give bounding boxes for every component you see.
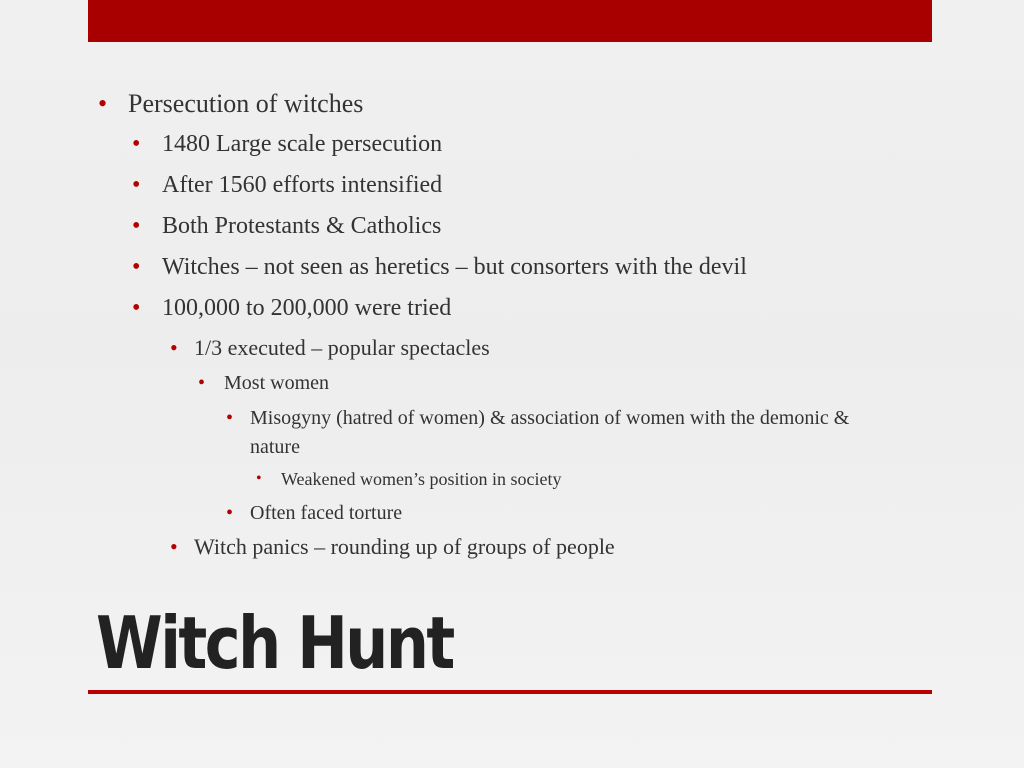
bullet-dot-icon: • (256, 470, 262, 487)
bullet-item (98, 211, 918, 241)
bullet-item (98, 370, 918, 396)
bullet-dot-icon: • (98, 89, 108, 118)
bullet-list (98, 88, 918, 561)
bullet-item (98, 404, 890, 462)
title-underline (88, 690, 932, 694)
bullet-text: Witches – not seen as heretics – but consorters with the devil (162, 254, 747, 280)
bullet-dot-icon: • (198, 372, 206, 394)
bullet-item (98, 499, 890, 528)
bullet-text: After 1560 efforts intensified (162, 172, 443, 198)
bullet-text: Both Protestants & Catholics (162, 213, 442, 239)
bullet-text: Most women (224, 372, 329, 394)
bullet-item (98, 252, 918, 282)
bullet-text: 1/3 executed – popular spectacles (194, 335, 490, 360)
bullet-item (98, 293, 918, 323)
bullet-item (98, 334, 918, 362)
bullet-dot-icon: • (170, 534, 178, 559)
bullet-text: 100,000 to 200,000 were tried (162, 295, 452, 321)
bullet-dot-icon: • (132, 295, 141, 321)
bullet-text: Witch panics – rounding up of groups of people (194, 534, 615, 559)
bullet-item (98, 88, 918, 120)
slide-body (98, 88, 918, 569)
bullet-item (98, 170, 918, 200)
bullet-text: Misogyny (hatred of women) & association of women with the demonic & nature (250, 407, 850, 458)
bullet-text: 1480 Large scale persecution (162, 131, 443, 157)
bullet-dot-icon: • (226, 502, 234, 524)
bullet-text: Persecution of witches (128, 89, 364, 118)
bullet-text: Weakened women’s position in society (281, 469, 562, 489)
bullet-dot-icon: • (170, 335, 178, 360)
bullet-dot-icon: • (132, 131, 141, 157)
slide-title: Witch Hunt (96, 601, 453, 685)
bullet-item (98, 467, 918, 491)
bullet-item (98, 533, 918, 561)
bullet-item (98, 129, 918, 159)
bullet-dot-icon: • (132, 172, 141, 198)
bullet-dot-icon: • (132, 254, 141, 280)
bullet-dot-icon: • (226, 407, 234, 429)
bullet-dot-icon: • (132, 213, 141, 239)
top-accent-bar (88, 0, 932, 42)
bullet-text: Often faced torture (250, 502, 403, 524)
